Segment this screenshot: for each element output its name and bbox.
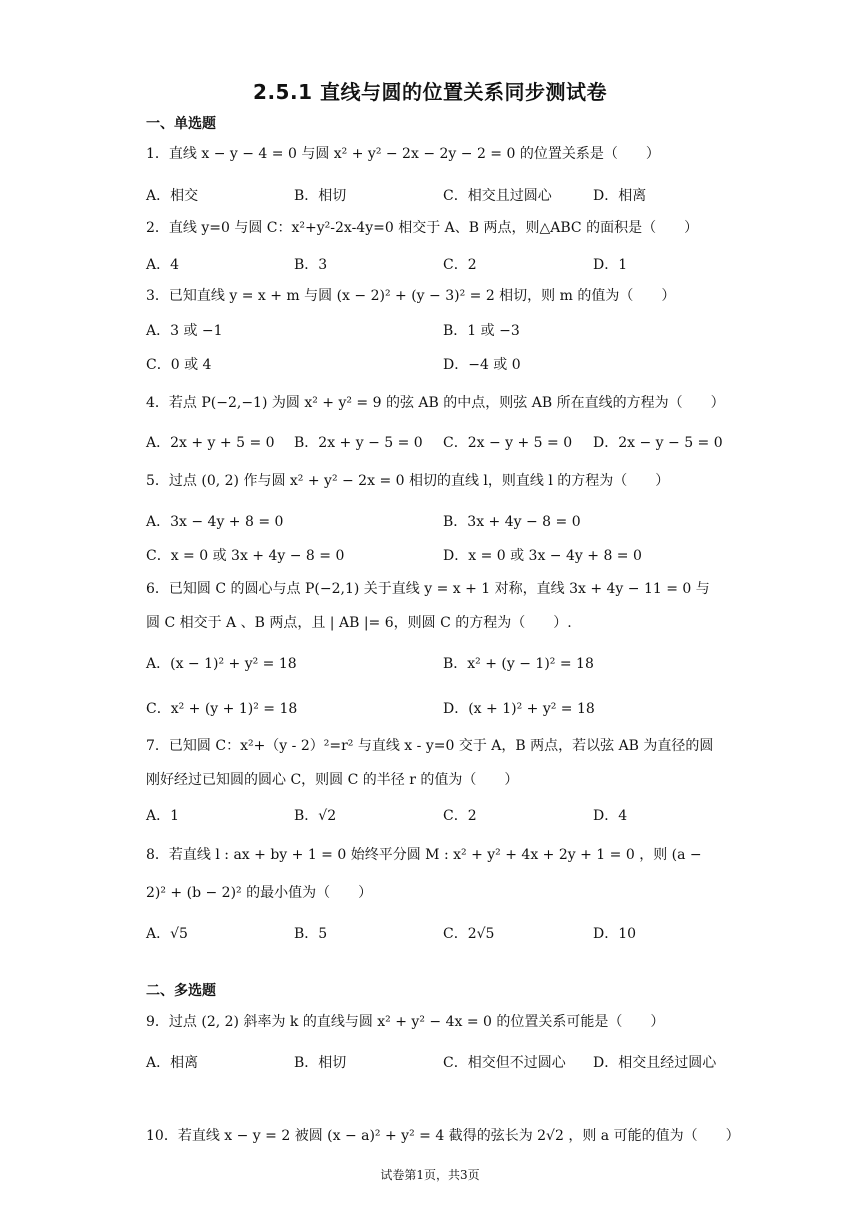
option-c: C．相交但不过圆心 [443,1055,566,1071]
question-6-options-row1 [146,653,726,673]
option-c: C．0 或 4 [146,357,212,373]
option-a: A．2x + y + 5 = 0 [146,435,275,451]
question-6: 6．已知圆 C 的圆心与点 P(−2,1) 关于直线 y = x + 1 对称，直线 3x + 4y − 11 = 0 与圆 C 相交于 A 、B 两点，且 | AB |= 6，则圆 C 的方程为（ ）. [146,581,710,631]
option-c: C．2√5 [443,926,495,942]
option-c: C．相交且过圆心 [443,188,552,204]
option-c: C．2 [443,808,477,824]
option-b: B．3x + 4y − 8 = 0 [443,514,581,530]
option-a: A．(x − 1)² + y² = 18 [146,656,297,672]
option-b: B．√2 [294,808,337,824]
option-d: D．相交且经过圆心 [593,1055,717,1071]
option-a: A．相交 [146,188,199,204]
option-c: C．2x − y + 5 = 0 [443,435,573,451]
question-4-options [146,432,726,452]
option-a: A．3x − 4y + 8 = 0 [146,514,284,530]
option-b: B．x² + (y − 1)² = 18 [443,656,594,672]
question-4: 4．若点 P(−2,−1) 为圆 x² + y² = 9 的弦 AB 的中点，则弦 AB 所在直线的方程为（ ） [146,395,725,411]
section-heading-multiple-choice: 二、多选题 [146,983,216,999]
option-b: B．3 [294,257,328,273]
question-9-options [146,1052,726,1072]
question-2-options [146,254,726,274]
question-3-options-row2 [146,354,726,374]
option-c: C．x² + (y + 1)² = 18 [146,701,298,717]
option-d: D．1 [593,257,628,273]
question-1: 1．直线 x − y − 4 = 0 与圆 x² + y² − 2x − 2y − 2 = 0 的位置关系是（ ） [146,146,660,162]
page-title: 2.5.1 直线与圆的位置关系同步测试卷 [253,80,607,104]
option-d: D．−4 或 0 [443,357,521,373]
question-8-options [146,923,726,943]
option-a: A．√5 [146,926,188,942]
option-a: A．4 [146,257,180,273]
option-d: D．4 [593,808,628,824]
option-d: D．相离 [593,188,647,204]
option-c: C．2 [443,257,477,273]
option-d: D．10 [593,926,637,942]
question-3: 3．已知直线 y = x + m 与圆 (x − 2)² + (y − 3)² = 2 相切，则 m 的值为（ ） [146,288,676,304]
option-b: B．1 或 −3 [443,323,520,339]
option-b: B．相切 [294,188,347,204]
section-heading-single-choice: 一、单选题 [146,116,216,132]
question-5-options-row1 [146,511,726,531]
question-5-options-row2 [146,545,726,565]
option-c: C．x = 0 或 3x + 4y − 8 = 0 [146,548,345,564]
option-b: B．5 [294,926,328,942]
question-9: 9．过点 (2, 2) 斜率为 k 的直线与圆 x² + y² − 4x = 0 的位置关系可能是（ ） [146,1014,665,1030]
option-a: A．3 或 −1 [146,323,223,339]
option-a: A．1 [146,808,180,824]
question-2: 2．直线 y=0 与圆 C：x²+y²-2x-4y=0 相交于 A、B 两点，则△ABC 的面积是（ ） [146,220,699,236]
question-3-options-row1 [146,320,726,340]
option-d: D．x = 0 或 3x − 4y + 8 = 0 [443,548,642,564]
question-6-options-row2 [146,698,726,718]
question-7: 7．已知圆 C：x²+（y - 2）²=r² 与直线 x - y=0 交于 A，B 两点，若以弦 AB 为直径的圆刚好经过已知圆的圆心 C，则圆 C 的半径 r 的值为（ ） [146,738,714,788]
option-d: D．(x + 1)² + y² = 18 [443,701,595,717]
question-8: 8．若直线 l : ax + by + 1 = 0 始终平分圆 M : x² + y² + 4x + 2y + 1 = 0 ，则 (a − 2)² + (b − 2)² 的最小值为（ ） [146,847,702,901]
option-b: B．相切 [294,1055,347,1071]
option-b: B．2x + y − 5 = 0 [294,435,423,451]
page-footer: 试卷第1页，共3页 [380,1168,480,1182]
question-1-options [146,185,726,205]
question-10: 10．若直线 x − y = 2 被圆 (x − a)² + y² = 4 截得的弦长为 2√2 ，则 a 可能的值为（ ） [146,1128,740,1144]
question-7-options [146,805,726,825]
option-d: D．2x − y − 5 = 0 [593,435,723,451]
option-a: A．相离 [146,1055,199,1071]
question-5: 5．过点 (0, 2) 作与圆 x² + y² − 2x = 0 相切的直线 l，则直线 l 的方程为（ ） [146,473,670,489]
